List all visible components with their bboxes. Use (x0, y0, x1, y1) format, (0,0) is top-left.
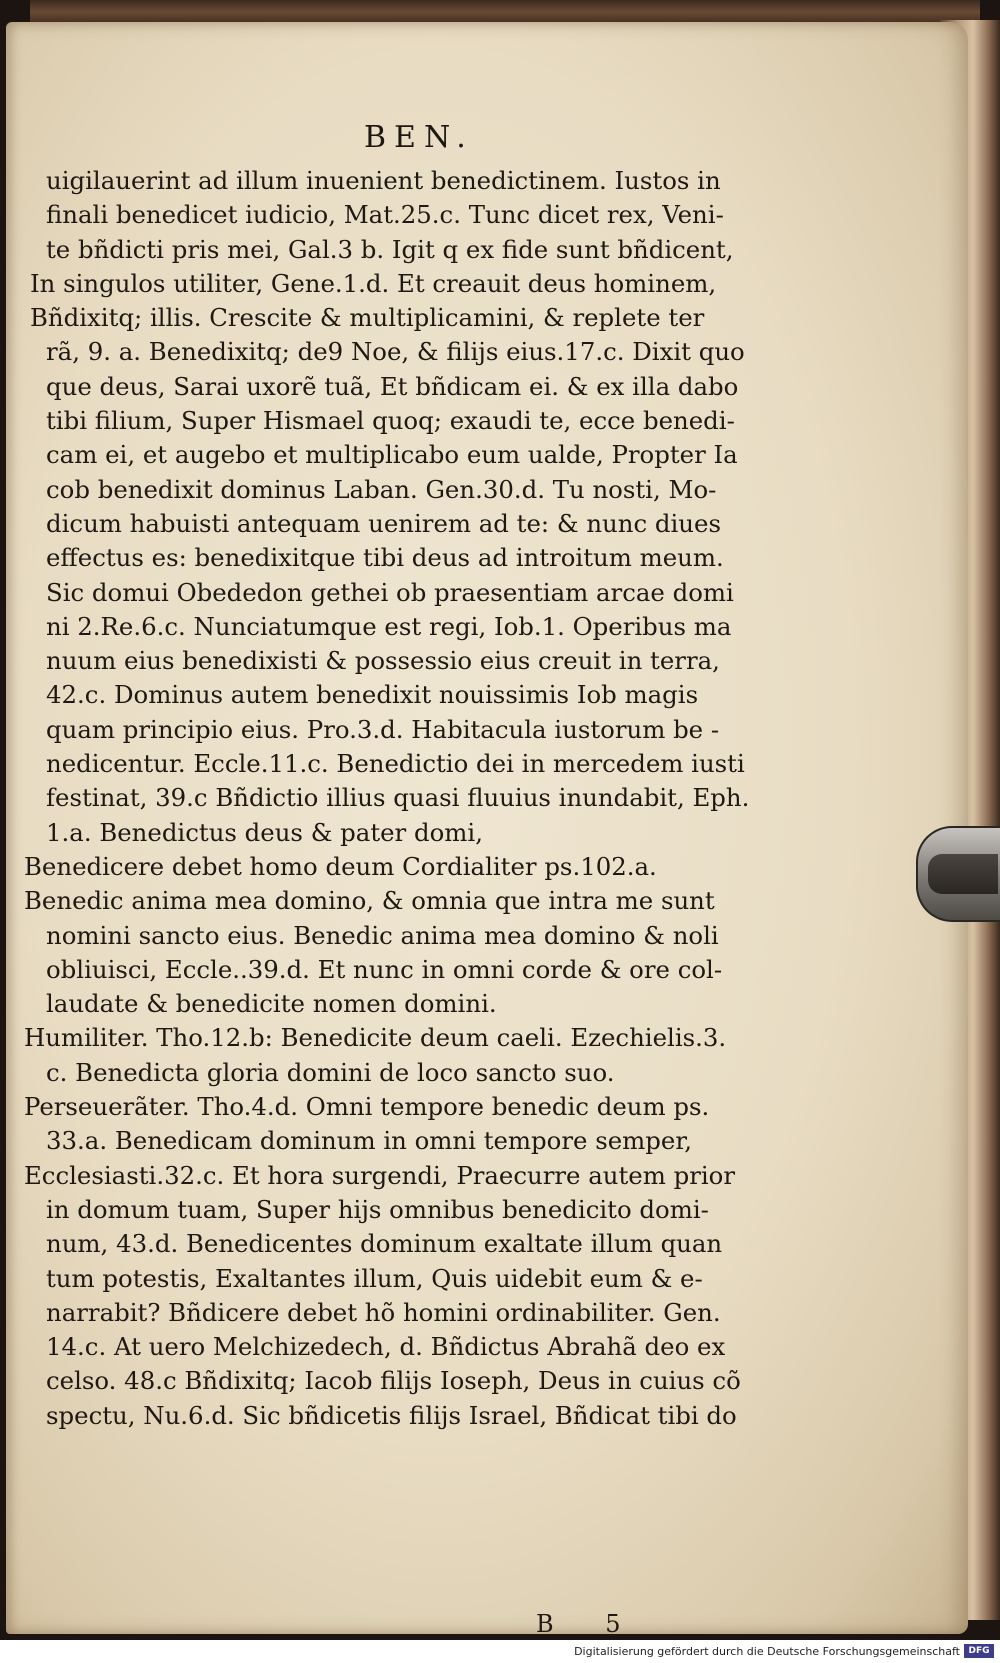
text-line: Perseuerãter. Tho.4.d. Omni tempore benedic deum ps. (24, 1092, 710, 1122)
text-line: spectu, Nu.6.d. Sic bñdicetis filijs Israel, Bñdicat tibi do (46, 1400, 737, 1430)
text-line: finali benedicet iudicio, Mat.25.c. Tunc dicet rex, Veni- (46, 200, 724, 230)
page-clip (916, 826, 1000, 922)
text-line: tibi filium, Super Hismael quoq; exaudi te, ecce benedi- (46, 406, 735, 436)
footer-credit: Digitalisierung gefördert durch die Deutsche Forschungsgemeinschaft (574, 1645, 960, 1658)
text-line: tum potestis, Exaltantes illum, Quis uidebit eum & e- (46, 1263, 703, 1293)
text-line: num, 43.d. Benedicentes dominum exaltate illum quan (46, 1229, 723, 1259)
text-line: Bñdixitq; illis. Crescite & multiplicamini, & replete ter (30, 303, 705, 333)
text-line: Humiliter. Tho.12.b: Benedicite deum caeli. Ezechielis.3. (24, 1023, 727, 1053)
running-head: BEN. (364, 120, 474, 155)
text-line: quam principio eius. Pro.3.d. Habitacula iustorum be - (46, 714, 720, 744)
text-line: celso. 48.c Bñdixitq; Iacob filijs Ioseph, Deus in cuius cõ (46, 1366, 741, 1396)
digitization-footer (0, 1640, 1000, 1663)
text-line: 14.c. At uero Melchizedech, d. Bñdictus Abrahã deo ex (46, 1332, 726, 1362)
text-line: rã, 9. a. Benedixitq; de9 Noe, & filijs eius.17.c. Dixit quo (46, 337, 745, 367)
text-line: cob benedixit dominus Laban. Gen.30.d. Tu nosti, Mo- (46, 474, 717, 504)
dfg-logo-icon: DFG (964, 1644, 994, 1658)
text-line: Sic domui Obededon gethei ob praesentiam arcae domi (46, 577, 734, 607)
text-line: nuum eius benedixisti & possessio eius creuit in terra, (46, 646, 720, 676)
text-line: In singulos utiliter, Gene.1.d. Et creauit deus hominem, (30, 268, 717, 298)
text-line: cam ei, et augebo et multiplicabo eum ualde, Propter Ia (46, 440, 738, 470)
signature-mark: B 5 (536, 1610, 643, 1638)
book-page (6, 22, 968, 1638)
text-line: effectus es: benedixitque tibi deus ad introitum meum. (46, 543, 724, 573)
text-line: 33.a. Benedicam dominum in omni tempore semper, (46, 1126, 693, 1156)
text-line: uigilauerint ad illum inuenient benedictinem. Iustos in (46, 166, 721, 195)
text-line: 42.c. Dominus autem benedixit nouissimis Iob magis (46, 680, 699, 710)
text-line: Ecclesiasti.32.c. Et hora surgendi, Praecurre autem prior (24, 1160, 736, 1190)
text-line: Benedic anima mea domino, & omnia que intra me sunt (24, 886, 715, 916)
text-line: narrabit? Bñdicere debet hõ homini ordinabiliter. Gen. (46, 1297, 721, 1327)
text-line: nomini sancto eius. Benedic anima mea domino & noli (46, 920, 719, 950)
text-line: te bñdicti pris mei, Gal.3 b. Igit q ex fide sunt bñdicent, (46, 234, 734, 264)
text-line: 1.a. Benedictus deus & pater domi, (46, 817, 483, 847)
text-line: dicum habuisti antequam uenirem ad te: & nunc diues (46, 508, 721, 538)
text-line: nedicentur. Eccle.11.c. Benedictio dei in mercedem iusti (46, 749, 745, 779)
text-line: c. Benedicta gloria domini de loco sancto suo. (46, 1057, 615, 1087)
text-line: ni 2.Re.6.c. Nunciatumque est regi, Iob.1. Operibus ma (46, 611, 732, 641)
text-line: in domum tuam, Super hijs omnibus benedicito domi- (46, 1194, 709, 1224)
text-line: Benedicere debet homo deum Cordialiter ps.102.a. (24, 851, 657, 881)
text-line: festinat, 39.c Bñdictio illius quasi fluuius inundabit, Eph. (46, 783, 750, 813)
text-line: que deus, Sarai uxorẽ tuã, Et bñdicam ei. & ex illa dabo (46, 371, 739, 401)
text-line: obliuisci, Eccle..39.d. Et nunc in omni corde & ore col- (46, 954, 723, 984)
page-body-text (24, 164, 764, 1433)
text-line: laudate & benedicite nomen domini. (46, 989, 497, 1019)
